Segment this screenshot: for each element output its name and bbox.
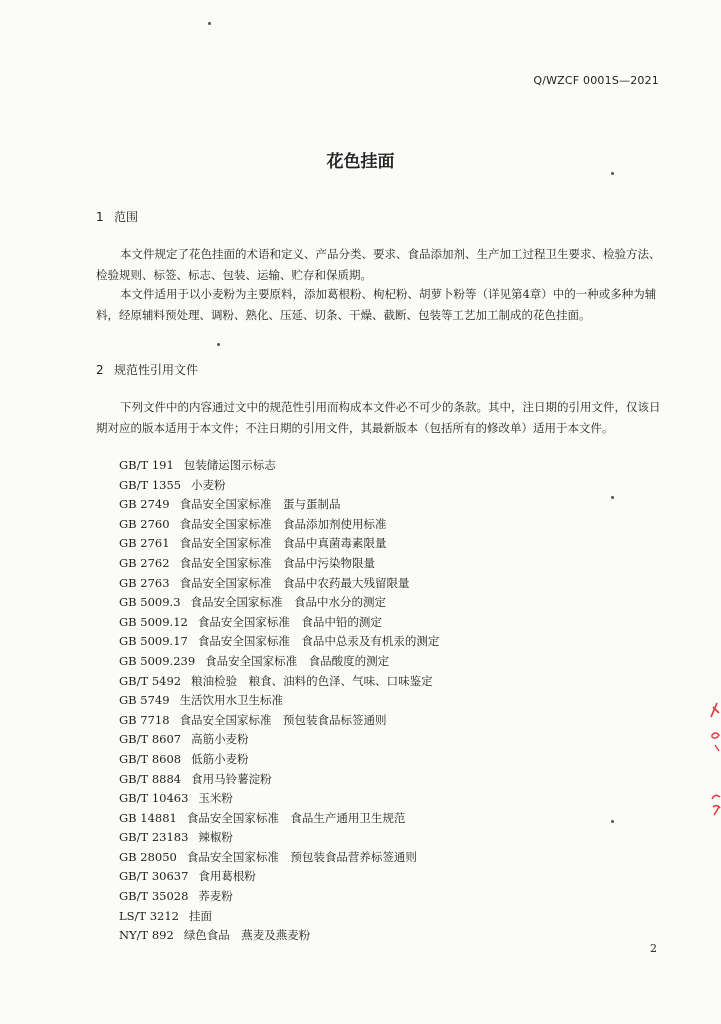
- reference-code: GB/T 8884: [119, 771, 182, 786]
- reference-code: GB 2761: [119, 536, 170, 551]
- reference-code: GB/T 5492: [119, 673, 182, 688]
- reference-code: GB 5009.239: [119, 653, 196, 668]
- reference-name: 食品安全国家标准 食品生产通用卫生规范: [186, 810, 406, 825]
- reference-code: GB/T 10463: [119, 791, 189, 806]
- reference-list: [119, 456, 439, 946]
- reference-code: GB 28050: [119, 849, 177, 864]
- page-title: 花色挂面: [326, 152, 395, 172]
- reference-name: 食用葛根粉: [198, 869, 256, 884]
- reference-name: 食品安全国家标准 食品中铅的测定: [197, 614, 382, 629]
- reference-name: 高筋小麦粉: [191, 732, 249, 747]
- section-1-paragraph-1: 本文件规定了花色挂面的术语和定义、产品分类、要求、食品添加剂、生产加工过程卫生要求、检验方法、检验规则、标签、标志、包装、运输、贮存和保质期。: [96, 247, 661, 282]
- seal-stamp-icon: [703, 695, 721, 825]
- reference-item: [119, 495, 439, 515]
- section-1-heading: [96, 208, 138, 225]
- reference-item: [119, 574, 439, 594]
- reference-name: 食品安全国家标准 蛋与蛋制品: [179, 497, 341, 512]
- reference-item: [119, 691, 439, 711]
- reference-item: [119, 789, 439, 809]
- reference-name: 绿色食品 燕麦及燕麦粉: [183, 928, 311, 943]
- reference-item: [119, 554, 439, 574]
- reference-name: 荞麦粉: [198, 889, 233, 904]
- section-2-intro: 下列文件中的内容通过文中的规范性引用而构成本文件必不可少的条款。其中，注日期的引用文件，仅该日期对应的版本适用于本文件；不注日期的引用文件，其最新版本（包括所有的修改单）适用于本文件。: [96, 400, 661, 435]
- reference-code: GB/T 191: [119, 458, 174, 472]
- reference-item: [119, 613, 439, 633]
- reference-name: 食用马铃薯淀粉: [191, 771, 272, 786]
- reference-code: GB 5009.12: [119, 614, 188, 629]
- reference-name: 食品安全国家标准 食品添加剂使用标准: [179, 516, 387, 531]
- reference-item: [119, 672, 439, 692]
- reference-code: GB 7718: [119, 712, 170, 727]
- reference-code: GB 2762: [119, 555, 170, 570]
- reference-code: GB/T 30637: [119, 869, 189, 884]
- reference-item: [119, 711, 439, 731]
- reference-name: 食品安全国家标准 食品酸度的测定: [205, 653, 390, 668]
- reference-name: 食品安全国家标准 食品中农药最大残留限量: [179, 575, 410, 590]
- reference-name: 食品安全国家标准 预包装食品营养标签通则: [186, 849, 417, 864]
- reference-item: [119, 809, 439, 829]
- reference-item: [119, 770, 439, 790]
- standard-code: Q/WZCF 0001S—2021: [533, 74, 659, 87]
- scan-speck: [217, 343, 220, 346]
- reference-item: [119, 515, 439, 535]
- reference-code: GB/T 23183: [119, 830, 189, 845]
- reference-name: 小麦粉: [191, 477, 226, 492]
- reference-item: [119, 907, 439, 927]
- reference-code: GB 5009.3: [119, 595, 181, 610]
- reference-name: 低筋小麦粉: [191, 751, 249, 766]
- section-2-heading: [96, 361, 198, 378]
- reference-code: NY/T 892: [119, 928, 174, 943]
- reference-item: [119, 632, 439, 652]
- reference-code: GB/T 8608: [119, 751, 182, 766]
- reference-item: [119, 730, 439, 750]
- reference-item: [119, 926, 439, 946]
- reference-item: [119, 456, 439, 476]
- section-2-title: 规范性引用文件: [114, 363, 199, 377]
- reference-name: 辣椒粉: [198, 830, 233, 845]
- scan-speck: [611, 172, 614, 175]
- reference-code: GB 2760: [119, 516, 170, 531]
- reference-name: 玉米粉: [198, 791, 233, 806]
- section-2-number: 2: [96, 363, 104, 377]
- section-1-paragraph-2: 本文件适用于以小麦粉为主要原料，添加葛根粉、枸杞粉、胡萝卜粉等（详见第4章）中的一种或多种为辅料，经原辅料预处理、调粉、熟化、压延、切条、干燥、截断、包装等工艺加工制成的花色挂面。: [96, 287, 657, 322]
- reference-code: GB/T 35028: [119, 889, 189, 904]
- reference-code: GB 2749: [119, 497, 170, 512]
- scan-speck: [611, 496, 614, 499]
- reference-name: 食品安全国家标准 食品中水分的测定: [190, 595, 387, 610]
- reference-item: [119, 593, 439, 613]
- reference-code: GB/T 1355: [119, 477, 182, 492]
- reference-code: GB 14881: [119, 810, 177, 825]
- reference-item: [119, 887, 439, 907]
- reference-name: 粮油检验 粮食、油料的色泽、气味、口味鉴定: [191, 673, 433, 688]
- reference-name: 生活饮用水卫生标准: [179, 693, 284, 708]
- reference-code: GB/T 8607: [119, 732, 182, 747]
- reference-item: [119, 828, 439, 848]
- reference-name: 包装储运图示标志: [183, 458, 276, 472]
- seal-stamp-fragment: [703, 695, 721, 825]
- reference-item: [119, 534, 439, 554]
- reference-item: [119, 476, 439, 496]
- page-number: 2: [650, 942, 657, 955]
- reference-item: [119, 848, 439, 868]
- reference-item: [119, 750, 439, 770]
- section-1-title: 范围: [114, 210, 139, 224]
- reference-name: 食品安全国家标准 预包装食品标签通则: [179, 712, 387, 727]
- reference-item: [119, 867, 439, 887]
- scan-speck: [611, 820, 614, 823]
- reference-name: 食品安全国家标准 食品中真菌毒素限量: [179, 536, 387, 551]
- reference-name: 挂面: [188, 908, 212, 923]
- reference-code: GB 5749: [119, 693, 170, 708]
- reference-code: GB 2763: [119, 575, 170, 590]
- section-1-number: 1: [96, 210, 104, 224]
- reference-name: 食品安全国家标准 食品中总汞及有机汞的测定: [197, 634, 440, 649]
- reference-code: LS/T 3212: [119, 908, 179, 923]
- reference-code: GB 5009.17: [119, 634, 188, 649]
- reference-item: [119, 652, 439, 672]
- reference-name: 食品安全国家标准 食品中污染物限量: [179, 555, 376, 570]
- scan-speck: [208, 22, 211, 25]
